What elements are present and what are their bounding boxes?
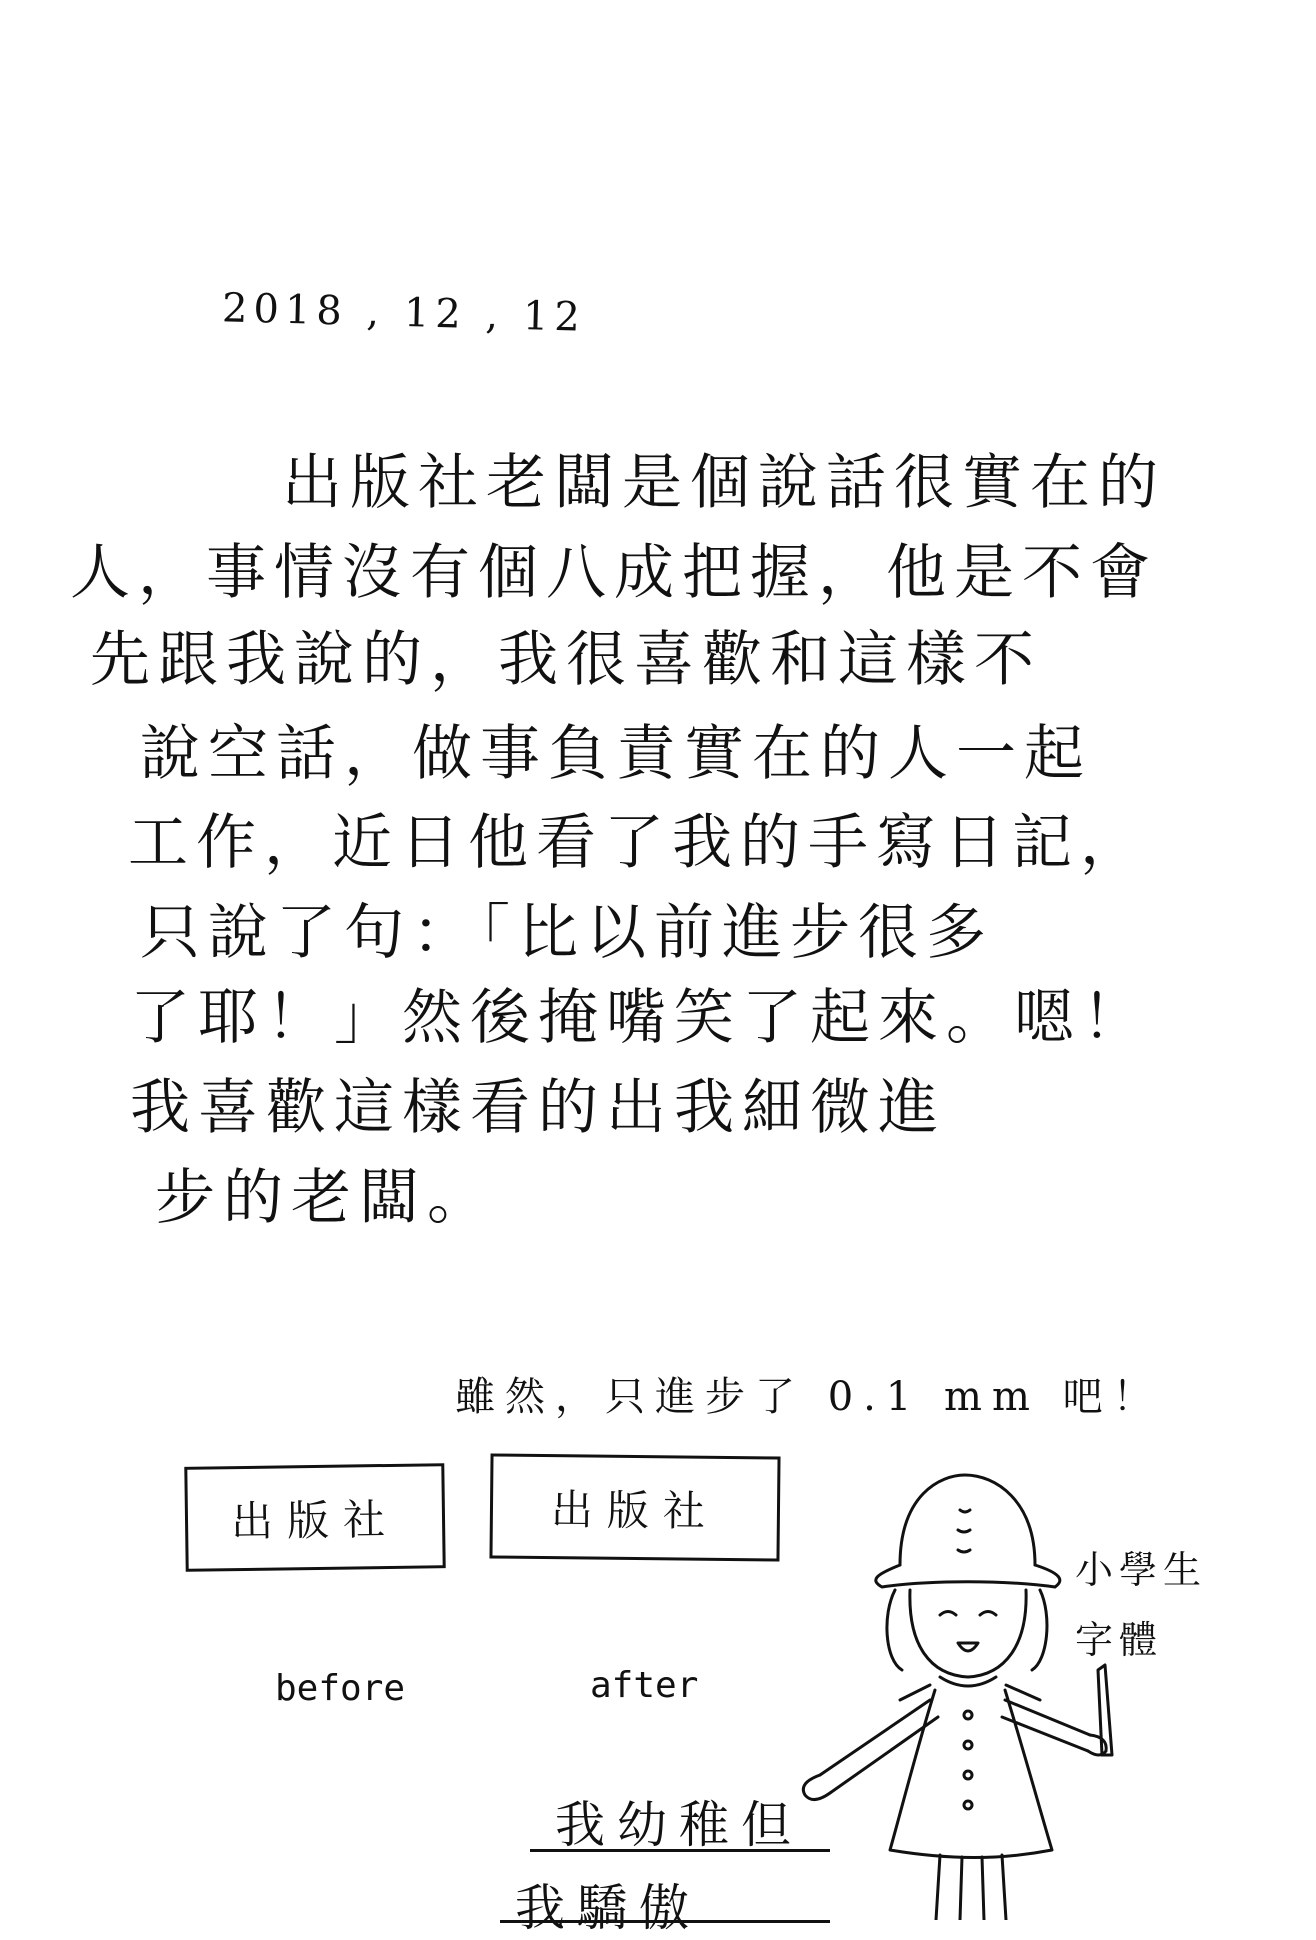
side-label-line: 字體 (1075, 1618, 1164, 1662)
girl-illustration-icon (790, 1455, 1150, 1920)
body-line: 工作，近日他看了我的手寫日記， (128, 808, 1148, 878)
sample-after-text: 出版社 (550, 1484, 720, 1536)
sample-after-box (489, 1453, 780, 1561)
body-line: 了耶！」然後掩嘴笑了起來。嗯！ (130, 983, 1150, 1053)
footer-line: 我幼稚但 (555, 1796, 803, 1854)
side-label-line: 小學生 (1075, 1548, 1208, 1592)
body-line: 說空話，做事負責實在的人一起 (140, 719, 1092, 789)
body-line: 先跟我說的，我很喜歡和這樣不 (90, 625, 1042, 695)
caption-before: before (275, 1668, 406, 1709)
body-line: 我喜歡這樣看的出我細微進 (130, 1073, 946, 1143)
footer-line: 我驕傲 (515, 1879, 701, 1937)
sample-before-box (184, 1463, 445, 1572)
footer-underline (530, 1849, 830, 1852)
progress-note: 雖然，只進步了 0.1 mm 吧！ (455, 1374, 1163, 1420)
diary-date: 2018 , 12 , 12 (221, 285, 587, 341)
caption-after: after (590, 1665, 699, 1706)
body-line: 出版社老闆是個說話很實在的 (282, 448, 1166, 518)
body-line: 步的老闆。 (155, 1163, 495, 1233)
sample-before-text: 出版社 (230, 1494, 400, 1546)
body-line: 只說了句：「比以前進步很多 (140, 898, 994, 968)
footer-underline (500, 1920, 830, 1923)
body-line: 人，事情沒有個八成把握，他是不會 (70, 538, 1158, 608)
